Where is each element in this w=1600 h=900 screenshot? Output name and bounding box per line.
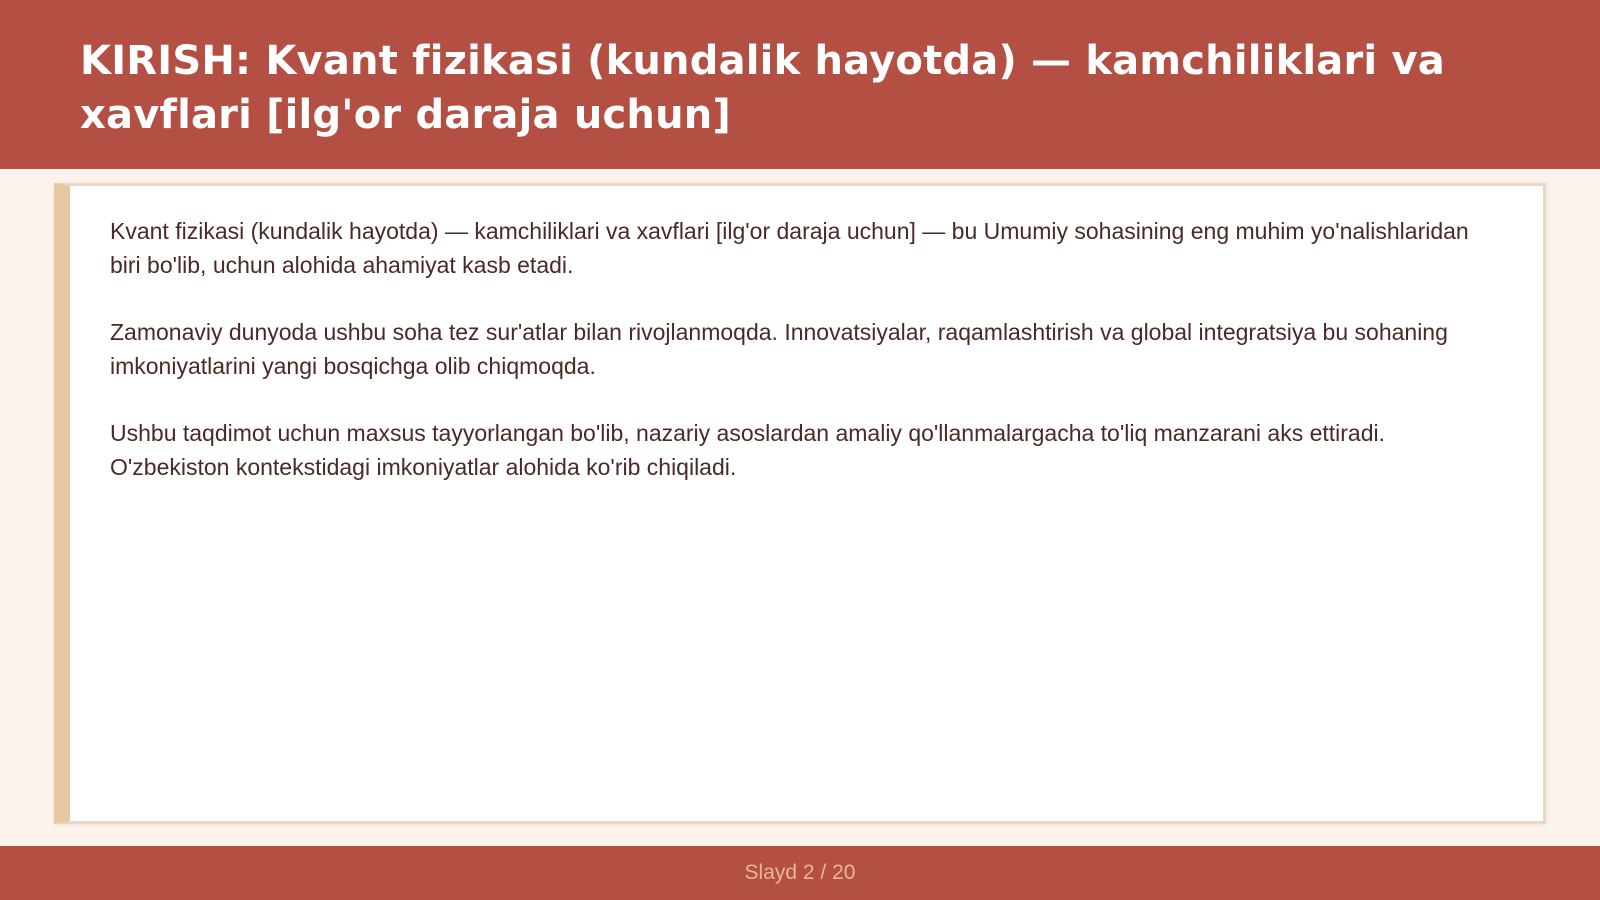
content-card (54, 183, 1546, 824)
paragraph-intro: Kvant fizikasi (kundalik hayotda) — kamchiliklari va xavflari [ilg'or daraja uchun] — bu Umumiy sohasining eng muhim yo'nalishlaridan biri bo'lib, uchun alohida ahamiyat kasb etadi. (110, 218, 1469, 278)
paragraph-presentation-purpose: Ushbu taqdimot uchun maxsus tayyorlangan bo'lib, nazariy asoslardan amaliy qo'llanmalargacha to'liq manzarani aks ettiradi. O'zbekiston kontekstidagi imkoniyatlar alohida ko'rib chiqiladi. (110, 420, 1386, 480)
content-body (110, 214, 1503, 517)
paragraph-modern-world: Zamonaviy dunyoda ushbu soha tez sur'atlar bilan rivojlanmoqda. Innovatsiyalar, raqamlashtirish va global integratsiya bu sohaning imkoniyatlarini yangi bosqichga olib chiqmoqda. (110, 319, 1448, 379)
slide-footer (0, 846, 1600, 900)
slide-title: KIRISH: Kvant fizikasi (kundalik hayotda) — kamchiliklari va xavflari [ilg'or daraja uchun] (80, 38, 1445, 138)
slide-header (0, 0, 1600, 169)
slide-counter: Slayd 2 / 20 (744, 861, 856, 884)
